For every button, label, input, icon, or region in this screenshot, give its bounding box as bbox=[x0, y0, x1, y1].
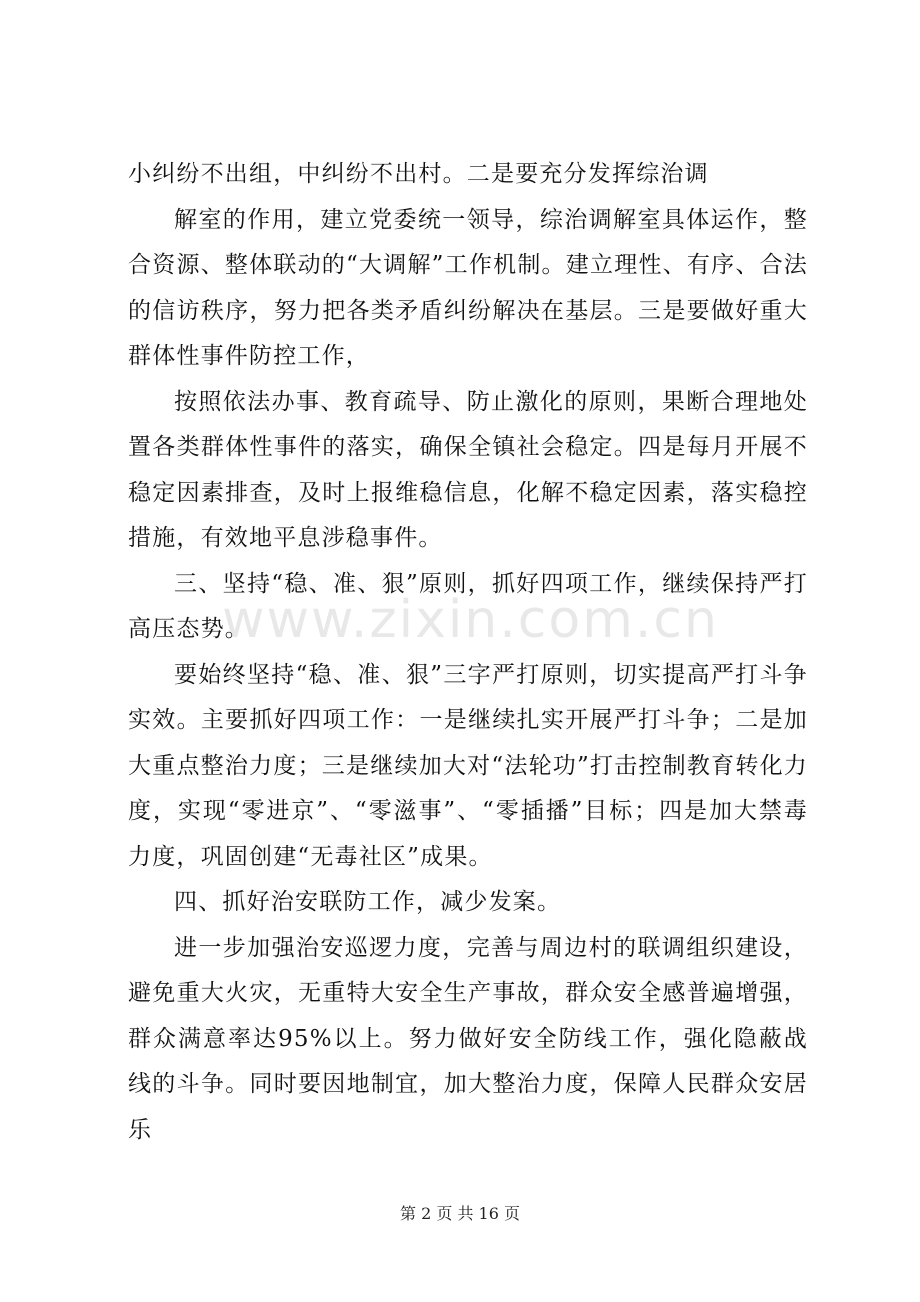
paragraph-2: 解室的作用，建立党委统一领导，综治调解室具体运作，整合资源、整体联动的“大调解”工作机制。建立理性、有序、合法的信访秩序，努力把各类矛盾纠纷解决在基层。三是要做好重大群体性事件防控工作， bbox=[128, 206, 808, 369]
document-body bbox=[128, 152, 808, 1153]
watermark-text: www.zixin.com.cn bbox=[222, 590, 719, 650]
page-number-footer: 第 2 页 共 16 页 bbox=[400, 1204, 520, 1223]
paragraph-4-heading: 三、坚持“稳、准、狠”原则，抓好四项工作，继续保持严打高压态势。 bbox=[128, 570, 808, 642]
paragraph-1: 小纠纷不出组，中纠纷不出村。二是要充分发挥综治调 bbox=[128, 161, 709, 187]
paragraph-7: 进一步加强治安巡逻力度，完善与周边村的联调组织建设，避免重大火灾，无重特大安全生产事故，群众安全感普遍增强，群众满意率达95%以上。努力做好安全防线工作，强化隐蔽战线的斗争。同时要因地制宜，加大整治力度，保障人民群众安居乐 bbox=[128, 934, 808, 1143]
paragraph-6-heading: 四、抓好治安联防工作，减少发案。 bbox=[174, 889, 562, 915]
paragraph-5: 要始终坚持“稳、准、狠”三字严打原则，切实提高严打斗争实效。主要抓好四项工作：一是继续扎实开展严打斗争；二是加大重点整治力度；三是继续加大对“法轮功”打击控制教育转化力度，实现“零进京”、“零滋事”、“零插播”目标；四是加大禁毒力度，巩固创建“无毒社区”成果。 bbox=[128, 661, 808, 870]
paragraph-3: 按照依法办事、教育疏导、防止激化的原则，果断合理地处置各类群体性事件的落实，确保全镇社会稳定。四是每月开展不稳定因素排查，及时上报维稳信息，化解不稳定因素，落实稳控措施，有效地平息涉稳事件。 bbox=[128, 388, 808, 551]
